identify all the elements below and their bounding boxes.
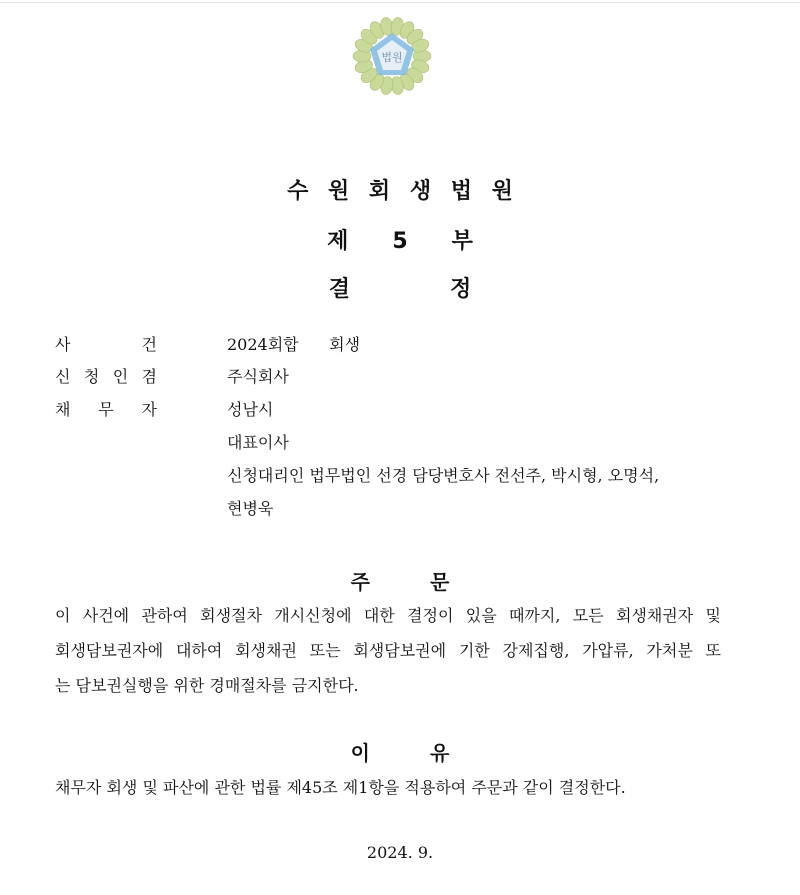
reason-title (0, 737, 800, 766)
decision-title (0, 272, 800, 303)
label-char: 신 (55, 367, 71, 386)
party-label-debtor (55, 397, 157, 420)
division-char-1: 제 (327, 229, 349, 254)
order-title (0, 566, 800, 595)
representative-director: 대표이사 (227, 433, 289, 452)
label-char: 무 (98, 400, 114, 419)
party-row-debtor (55, 397, 755, 421)
order-title-char-1: 주 (350, 570, 370, 594)
label-char: 사 (55, 335, 71, 354)
attorney-line-1: 신청대리인 법무법인 선경 담당변호사 전선주, 박시형, 오명석, (227, 466, 660, 485)
reason-title-char-2: 유 (430, 741, 450, 765)
party-row-attorney (55, 463, 755, 487)
order-line-2: 회생담보권자에 대하여 회생채권 또는 회생담보권에 기한 강제집행, 가압류, 가처분 또 (55, 641, 721, 660)
top-rule (0, 2, 800, 3)
reason-line-1: 채무자 회생 및 파산에 관한 법률 제45조 제1항을 적용하여 주문과 같이 결정한다. (55, 778, 626, 797)
attorney-line-2: 현병욱 (227, 499, 274, 518)
division-char-3: 부 (451, 229, 473, 254)
label-char: 청 (83, 367, 100, 386)
label-char: 자 (141, 400, 157, 419)
party-row-attorney-cont (55, 496, 755, 520)
court-name: 수 원 회 생 법 원 (287, 179, 513, 204)
order-title-char-2: 문 (430, 570, 450, 594)
label-char: 채 (55, 400, 71, 419)
order-line-3: 는 담보권실행을 위한 경매절차를 금지한다. (55, 676, 359, 695)
party-row-representative (55, 430, 755, 454)
emblem-label: 법원 (381, 51, 403, 64)
reason-title-char-1: 이 (350, 741, 370, 765)
party-row-applicant (55, 364, 755, 388)
decision-char-1: 결 (328, 277, 350, 302)
decision-char-2: 정 (450, 277, 472, 302)
party-label-case (55, 332, 157, 355)
label-char: 겸 (141, 367, 157, 386)
division-title (0, 224, 800, 255)
applicant-company: 주식회사 (227, 367, 289, 386)
party-row-case (55, 332, 755, 356)
case-number: 2024회합 회생 (227, 335, 361, 354)
court-emblem-icon (350, 16, 434, 100)
party-label-applicant (55, 364, 157, 387)
label-char: 인 (112, 367, 129, 386)
debtor-address: 성남시 (227, 400, 274, 419)
decision-date: 2024. 9. (366, 843, 434, 862)
division-char-2: 5 (392, 229, 408, 254)
label-char: 건 (141, 335, 157, 354)
order-line-1: 이 사건에 관하여 회생절차 개시신청에 대한 결정이 있을 때까지, 모든 회생채권자 및 (55, 606, 721, 625)
